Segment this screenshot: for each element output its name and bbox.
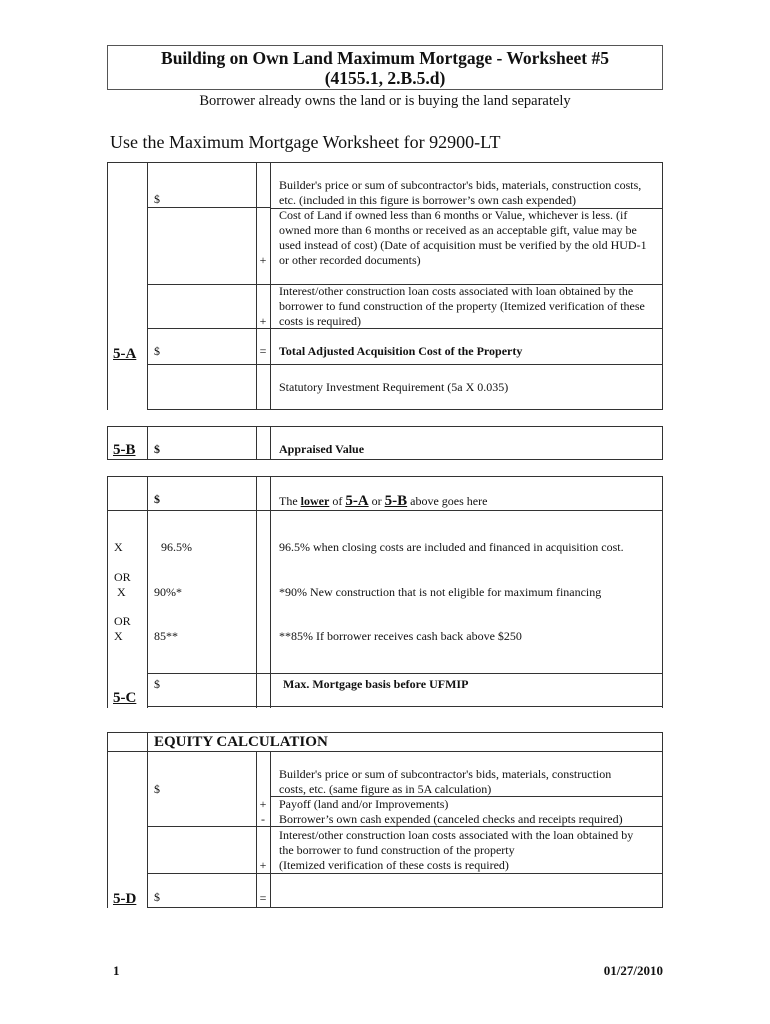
section-a-total-op: =: [259, 344, 267, 358]
section-c-total-dollar[interactable]: $: [154, 677, 160, 691]
multiplier-x3: X: [114, 629, 123, 643]
label-5a: 5-A: [113, 346, 137, 362]
section-c-total-text: Max. Mortgage basis before UFMIP: [283, 677, 469, 691]
document-date: 01/27/2010: [603, 963, 663, 978]
section-d-op3: +: [259, 797, 267, 811]
multiplier-x1: X: [114, 540, 123, 554]
option-90-text: *90% New construction that is not eligible for maximum financing: [279, 585, 602, 599]
label-5d: 5-D: [113, 891, 137, 907]
section-b-dollar[interactable]: $: [154, 442, 160, 456]
page-title: Building on Own Land Maximum Mortgage - Worksheet #5: [161, 48, 609, 68]
percent-90: 90%*: [154, 585, 182, 599]
lower-or: or: [371, 494, 382, 508]
label-5c: 5-C: [113, 690, 137, 706]
option-96-5-text: 96.5% when closing costs are included and financed in acquisition cost.: [279, 540, 624, 554]
section-d-line5: Interest/other construction loan costs associated with the loan obtained by: [279, 828, 634, 842]
section-a-total-dollar[interactable]: $: [154, 344, 160, 358]
section-d-total-op: =: [259, 891, 267, 905]
percent-85: 85**: [154, 629, 178, 643]
percent-96-5: 96.5%: [161, 540, 192, 554]
section-a-row3-op: +: [259, 314, 267, 328]
lower-word: lower: [300, 494, 330, 508]
section-a-statutory-text: Statutory Investment Requirement (5a X 0.035): [279, 380, 509, 394]
section-d-total-dollar[interactable]: $: [154, 890, 160, 904]
multiplier-x2: X: [117, 585, 126, 599]
or-label-2: OR: [114, 570, 131, 584]
section-a-row2-op: +: [259, 253, 267, 267]
section-b-text: Appraised Value: [279, 442, 365, 456]
section-a-total-text: Total Adjusted Acquisition Cost of the Property: [279, 344, 523, 358]
section-d-op7: +: [259, 858, 267, 872]
section-d-line3: Payoff (land and/or Improvements): [279, 797, 449, 811]
lower-suffix: above goes here: [410, 494, 488, 508]
lower-of: of: [332, 494, 343, 508]
label-5b: 5-B: [113, 442, 136, 458]
section-d-line6: the borrower to fund construction of the property: [279, 843, 515, 857]
section-a-row2-text: Cost of Land if owned less than 6 months or Value, whichever is less. (if owned more than 6 months or received as an acceptable gift, value may be used instead of cost) (Date of acquisition must be verified by the old HUD-1 or other recorded documents): [279, 208, 647, 267]
section-d-op4: -: [261, 812, 265, 826]
section-d-line1: Builder's price or sum of subcontractor's bids, materials, construction: [279, 767, 612, 781]
section-d-line7: (Itemized verification of these costs is required): [279, 858, 509, 872]
page-reference: (4155.1, 2.B.5.d): [324, 68, 446, 88]
page-number: 1: [113, 963, 120, 978]
section-heading: Use the Maximum Mortgage Worksheet for 92900-LT: [110, 132, 501, 152]
section-c-dollar[interactable]: $: [154, 492, 160, 506]
section-d-line4: Borrower’s own cash expended (canceled checks and receipts required): [279, 812, 623, 826]
section-d-line2: costs, etc. (same figure as in 5A calculation): [279, 782, 492, 796]
lower-prefix: The: [279, 494, 298, 508]
section-c-lower-text: [279, 493, 487, 510]
page-subtitle: Borrower already owns the land or is buying the land separately: [199, 93, 571, 109]
equity-calculation-title: EQUITY CALCULATION: [154, 734, 328, 750]
section-a-dollar[interactable]: $: [154, 192, 160, 206]
section-a-row3-text: Interest/other construction loan costs associated with loan obtained by the borrower to fund construction of the property (Itemized verification of these costs is required): [279, 284, 645, 328]
option-85-text: **85% If borrower receives cash back above $250: [279, 629, 522, 643]
ref-5a: 5-A: [345, 493, 369, 509]
or-label-3: OR: [114, 614, 131, 628]
ref-5b: 5-B: [384, 493, 408, 509]
section-a-row1-text: Builder's price or sum of subcontractor's bids, materials, construction costs, etc. (included in this figure is borrower’s own cash expended): [279, 178, 642, 207]
section-d-dollar[interactable]: $: [154, 782, 160, 796]
